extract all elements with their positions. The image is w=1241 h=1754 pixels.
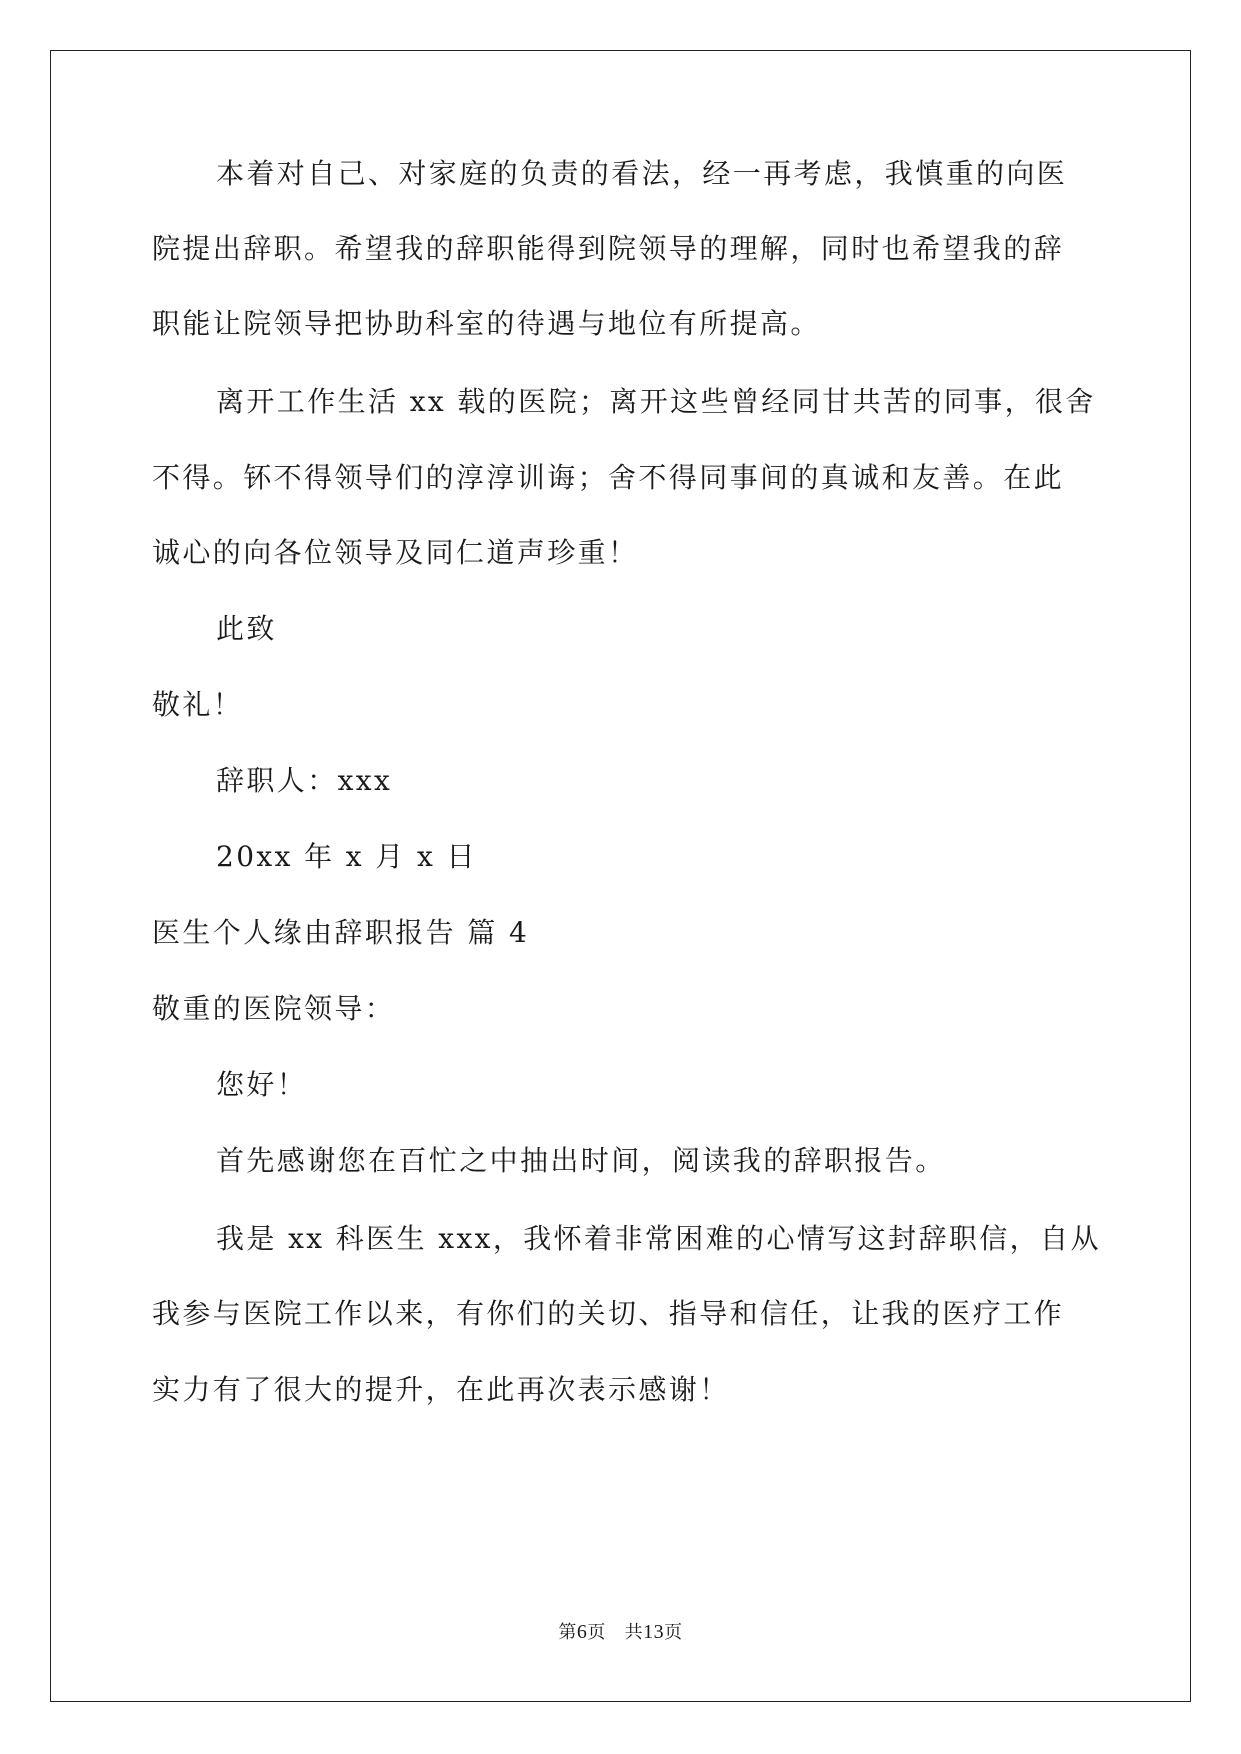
paragraph-line: 首先感谢您在百忙之中抽出时间，阅读我的辞职报告。	[216, 1144, 946, 1177]
date-line: 20xx 年 x 月 x 日	[216, 840, 477, 873]
total-prefix: 共	[624, 1622, 644, 1643]
closing-regards: 敬礼！	[152, 688, 244, 721]
closing-salutation: 此致	[216, 612, 277, 645]
greeting-hello: 您好！	[216, 1068, 308, 1101]
paragraph-line: 我是 xx 科医生 xxx，我怀着非常困难的心情写这封辞职信，自从	[216, 1222, 1101, 1255]
total-pages: 13	[643, 1621, 665, 1643]
paragraph-line: 不得。钚不得领导们的淳淳训诲；舍不得同事间的真诚和友善。在此	[152, 461, 1065, 494]
page-footer	[0, 1618, 1241, 1644]
paragraph-line: 本着对自己、对家庭的负责的看法，经一再考虑，我慎重的向医	[216, 157, 1068, 190]
section-heading: 医生个人缘由辞职报告 篇 4	[152, 916, 530, 949]
paragraph-line: 诚心的向各位领导及同仁道声珍重！	[152, 536, 639, 569]
page-number: 6	[576, 1621, 588, 1643]
paragraph-line: 职能让院领导把协助科室的待遇与地位有所提高。	[152, 307, 821, 340]
total-suffix: 页	[664, 1622, 683, 1643]
paragraph-line: 院提出辞职。希望我的辞职能得到院领导的理解，同时也希望我的辞	[152, 232, 1065, 265]
paragraph-line: 离开工作生活 xx 载的医院；离开这些曾经同甘共苦的同事，很舍	[216, 385, 1096, 418]
page-prefix: 第	[558, 1622, 577, 1643]
paragraph-line: 实力有了很大的提升，在此再次表示感谢！	[152, 1373, 730, 1406]
paragraph-line: 我参与医院工作以来，有你们的关切、指导和信任，让我的医疗工作	[152, 1297, 1065, 1330]
greeting-line: 敬重的医院领导：	[152, 992, 396, 1025]
page-suffix: 页	[587, 1622, 606, 1643]
signature-line: 辞职人：xxx	[216, 764, 393, 797]
